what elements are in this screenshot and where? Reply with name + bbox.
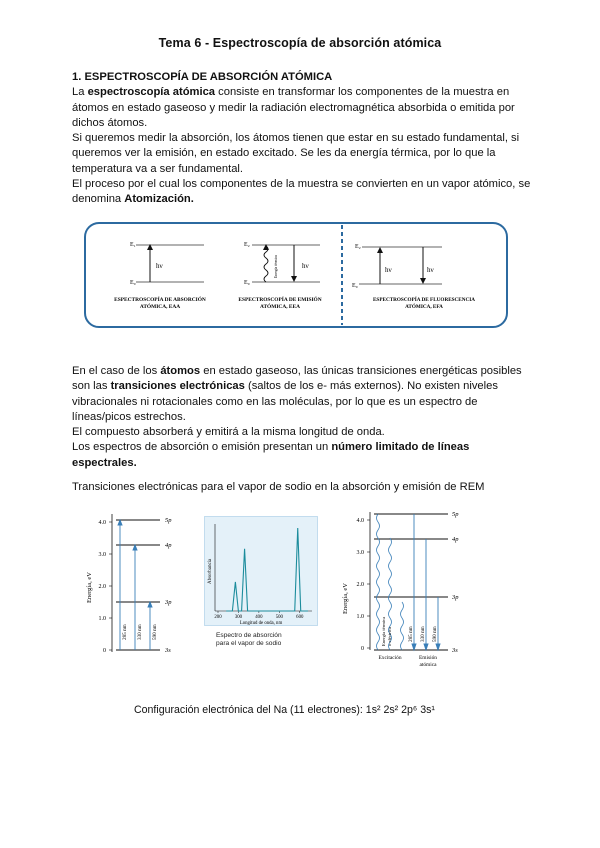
y-tick-label: 0 [361, 646, 364, 652]
para4-a: En el caso de los [72, 365, 161, 377]
photon-label: hν [302, 262, 309, 270]
para6-pre: Los espectros de absorción o emisión presentan un [72, 441, 332, 454]
level-lower-label: E₀ [244, 280, 250, 286]
y-tick-label: 3.0 [356, 550, 364, 556]
paragraph-atomic-spectroscopy [72, 85, 534, 131]
absorption-spectrum-chart [204, 516, 318, 626]
x-tick-label: 200 [214, 615, 222, 620]
spectrum-caption-line-1: Espectro de absorción [216, 632, 282, 639]
panel-caption-1: ESPECTROSCOPÍA DE FLUORESCENCIA [372, 297, 476, 303]
panel-caption-2: ATÓMICA, EEA [259, 304, 301, 310]
paragraph-atomization [72, 177, 534, 208]
emission-label-line-1: Emisión [419, 655, 437, 661]
panel-caption-2: ATÓMICA, EFA [405, 304, 443, 310]
level-label: 3p [165, 599, 172, 606]
energy-level-diagram-emission [340, 506, 472, 696]
arrowhead [133, 545, 137, 550]
paragraph-transitions [72, 364, 534, 425]
wave-to-3p [401, 602, 404, 650]
thermal-label-line-2: o eléctrica [387, 627, 392, 646]
page-title: Tema 6 - Espectroscopía de absorción atómica [158, 36, 442, 50]
spectrum-caption-line-2: para el vapor de sodio [216, 640, 282, 647]
para4-d: transiciones electrónicas [110, 380, 245, 393]
level-label: 4p [452, 536, 459, 543]
photon-label-in: hν [385, 266, 392, 274]
y-tick-label: 1.0 [98, 616, 106, 622]
thermal-energy-label: Energía térmica [274, 255, 278, 278]
level-label: 3s [452, 647, 458, 654]
thermal-wave [264, 246, 268, 282]
y-tick-label: 4.0 [356, 518, 364, 524]
y-tick-label: 2.0 [98, 584, 106, 590]
transition-label: 590 nm [432, 626, 438, 642]
x-tick-label: 300 [234, 615, 243, 620]
arrowhead [118, 520, 122, 525]
level-upper-label: E₁ [130, 242, 136, 248]
spectrum-caption [216, 632, 282, 648]
electron-configuration: Configuración electrónica del Na (11 electrones): 1s² 2s² 2p⁶ 3s¹ [134, 704, 435, 716]
para1-post: consiste en transformar los componentes de la muestra en átomos en estado gaseoso y medir la radiación electromagnética absorbida o emitida por dichos átomos. [72, 86, 515, 129]
para3-pre: El proceso por el cual los componentes de la muestra se convierten en un vapor atómico, se denomina [72, 178, 531, 206]
spectroscopy-types-diagram [84, 222, 508, 328]
intro-block [72, 70, 534, 208]
level-lower-label: E₀ [130, 280, 136, 286]
diagram-border [85, 223, 507, 327]
y-tick-label: 4.0 [98, 520, 106, 526]
y-axis-label: Energía, eV [342, 583, 349, 614]
excitation-arrowhead [377, 247, 383, 253]
para4-b: átomos [160, 365, 201, 377]
absorption-spectrum-figure [204, 516, 318, 656]
body-block [72, 364, 534, 471]
panel-absorption [114, 242, 206, 310]
panel-caption-1: ESPECTROSCOPÍA DE EMISIÓN [238, 297, 322, 303]
arrowhead [148, 602, 152, 607]
panel-emission [238, 242, 321, 310]
fluorescence-arrowhead [420, 278, 426, 284]
y-axis-label: Energía, eV [86, 572, 93, 603]
para6-bold: número limitado de líneas espectrales. [72, 441, 470, 469]
para4-c: en estado gaseoso, las únicas transiciones energéticas posibles son las [72, 365, 522, 393]
level-label: 5p [165, 517, 172, 524]
x-axis-label: Longitud de onda, nm [239, 621, 283, 626]
emission-label-line-2: atómica [419, 662, 437, 668]
y-axis-label: Absorbancia [208, 558, 213, 584]
level-lower-label: E₀ [352, 283, 358, 289]
arrowhead [436, 644, 440, 650]
panel-caption-2: ATÓMICA, EAA [139, 304, 181, 310]
excitation-label: Excitación [378, 655, 402, 661]
y-tick-label: 2.0 [356, 582, 364, 588]
level-upper-label: E₂ [244, 242, 250, 248]
paragraph-limited-lines [72, 440, 534, 471]
para1-bold: espectroscopía atómica [87, 86, 216, 99]
level-label: 4p [165, 542, 172, 549]
y-ticks [99, 520, 113, 654]
arrowhead [412, 644, 416, 650]
transition-label: 285 nm [122, 624, 128, 640]
transition-label: 330 nm [137, 624, 143, 640]
y-tick-label: 1.0 [356, 614, 364, 620]
transition-label: 590 nm [152, 624, 158, 640]
level-label: 3p [452, 594, 459, 601]
wave-to-5p [377, 514, 380, 650]
paragraph-same-wavelength: El compuesto absorberá y emitirá a la misma longitud de onda. [72, 426, 385, 439]
level-label: 3s [165, 647, 171, 654]
figure-caption: Transiciones electrónicas para el vapor de sodio en la absorción y emisión de REM [72, 481, 485, 493]
y-tick-label: 3.0 [98, 552, 106, 558]
y-ticks [357, 518, 371, 652]
paragraph-absorption-emission: Si queremos medir la absorción, los átomos tienen que estar en su estado fundamental, si queremos ver la emisión, en estado excitado. Se les da energía térmica, por lo que la temperatura va a ser fundamental. [72, 132, 520, 175]
y-tick-label: 0 [103, 648, 106, 654]
photon-label-out: hν [427, 266, 434, 274]
thermal-label-line-1: Energía térmica [381, 616, 386, 646]
x-tick-label: 600 [296, 615, 304, 620]
x-tick-label: 400 [255, 615, 263, 620]
level-label: 5p [452, 511, 459, 518]
panel-fluorescence [352, 244, 475, 310]
arrowhead [424, 644, 428, 650]
section-heading: 1. ESPECTROSCOPÍA DE ABSORCIÓN ATÓMICA [72, 71, 333, 83]
x-tick-label: 500 [275, 615, 283, 620]
energy-level-diagram-absorption [84, 508, 188, 662]
transition-label: 285 nm [408, 626, 414, 642]
level-upper-label: E₂ [355, 244, 361, 250]
transition-label: 330 nm [420, 626, 426, 642]
emission-arrowhead [291, 276, 297, 282]
para3-bold: Atomización. [124, 193, 194, 206]
para1-pre: La [72, 86, 88, 99]
panel-caption-1: ESPECTROSCOPÍA DE ABSORCIÓN [114, 297, 206, 303]
photon-label: hν [156, 262, 163, 270]
para4-e: (saltos de los e- más externos). No existen niveles vibracionales ni rotacionales como en las moléculas, por lo que es un espectro de líneas/picos estrechos. [72, 380, 498, 423]
